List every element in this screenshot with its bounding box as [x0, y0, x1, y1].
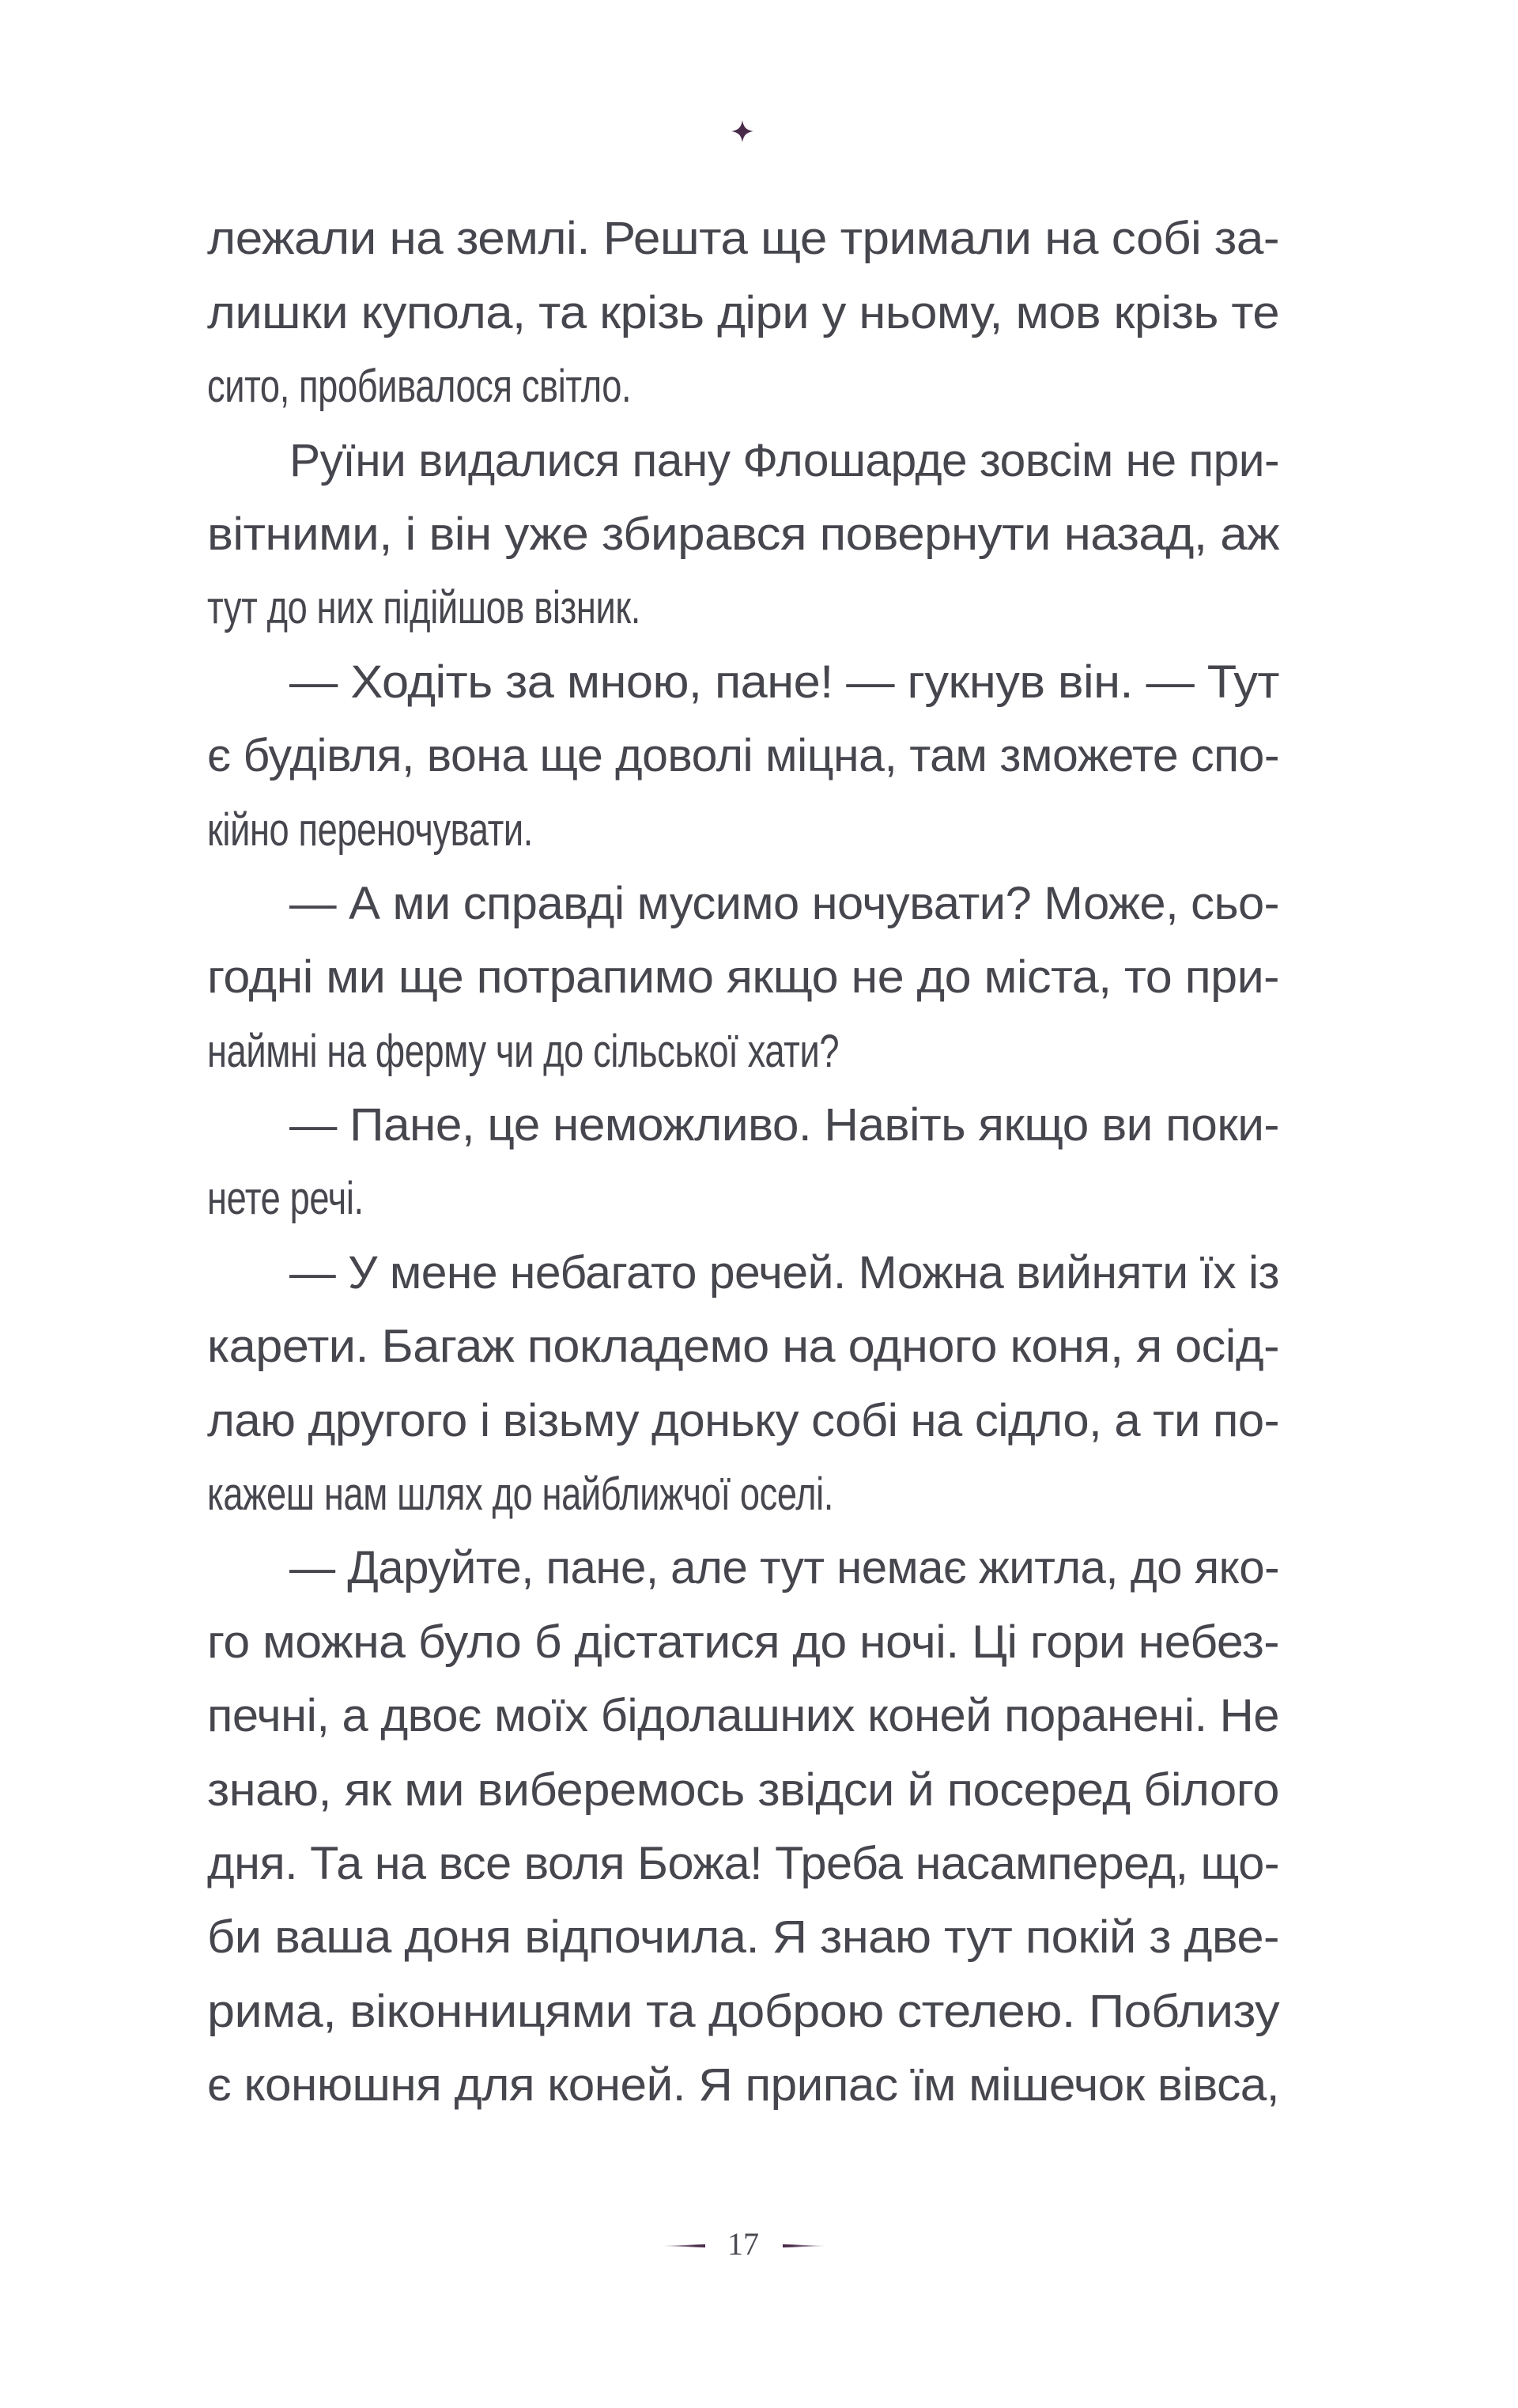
text-line: [207, 1469, 1279, 1543]
text-line: [207, 214, 1279, 287]
text-line-content: наймні на ферму чи до сільської хати?: [207, 1025, 840, 1077]
text-line-content: карети. Багаж покладемо на одного коня, я осід-: [207, 1321, 1279, 1373]
text-line: [207, 361, 1279, 435]
text-line: [207, 509, 1279, 583]
text-line: [207, 2060, 1279, 2134]
text-line-content: — Ходіть за мною, пане! — гукнув він. — Тут: [289, 656, 1279, 708]
four-point-star-icon: [731, 120, 753, 142]
text-line-content: вітними, і він уже збирався повернути назад, аж: [207, 508, 1279, 560]
page-number: 17: [727, 2226, 759, 2262]
text-line: [207, 287, 1279, 361]
text-line-content: — Даруйте, пане, але тут немає житла, до яко-: [289, 1542, 1279, 1594]
text-line-content: лишки купола, та крізь діри у ньому, мов крізь те: [207, 286, 1279, 338]
text-line-content: — А ми справді мусимо ночувати? Може, сьо-: [289, 877, 1280, 929]
right-dash-ornament: [783, 2244, 829, 2247]
text-line: [207, 1616, 1279, 1690]
text-line: [207, 1691, 1279, 1764]
text-line: [207, 731, 1279, 804]
text-line: [207, 1247, 1279, 1321]
text-line-content: є будівля, вона ще доволі міцна, там зможете спо-: [207, 730, 1279, 782]
text-line: [207, 1100, 1279, 1174]
text-line-content: є конюшня для коней. Я припас їм мішечок вівса,: [207, 2059, 1279, 2111]
text-line-content: рима, віконницями та доброю стелею. Поблизу: [207, 1985, 1280, 2037]
text-line: [207, 1912, 1279, 1986]
text-line-content: Руїни видалися пану Флошарде зовсім не при-: [289, 434, 1279, 486]
text-line-content: лаю другого і візьму доньку собі на сідло, а ти по-: [207, 1394, 1280, 1446]
text-line-content: годні ми ще потрапимо якщо не до міста, то при-: [207, 951, 1279, 1004]
text-line-content: сито, пробивалося світло.: [207, 361, 632, 413]
text-line-content: би ваша доня відпочила. Я знаю тут покій з две-: [207, 1911, 1279, 1964]
text-line-content: — У мене небагато речей. Можна вийняти їх із: [289, 1246, 1279, 1299]
text-line-content: знаю, як ми виберемось звідси й посеред білого: [207, 1763, 1279, 1816]
text-line: [207, 952, 1279, 1026]
text-line: [207, 1986, 1279, 2059]
text-line-content: кійно переночувати.: [207, 803, 533, 856]
text-line-content: дня. Та на все воля Божа! Треба насамперед, що-: [207, 1837, 1279, 1889]
text-line-content: — Пане, це неможливо. Навіть якщо ви поки-: [289, 1099, 1279, 1151]
text-line-content: печні, а двоє моїх бідолашних коней поранені. Не: [207, 1690, 1279, 1742]
text-line: [207, 1174, 1279, 1247]
page-footer: [0, 2222, 1518, 2270]
text-line: [207, 804, 1279, 878]
text-line: [207, 1026, 1279, 1099]
text-line: [207, 1395, 1279, 1469]
text-line-content: нете речі.: [207, 1173, 364, 1225]
text-line: [207, 656, 1279, 730]
left-dash-ornament: [659, 2244, 705, 2247]
text-line: [207, 1764, 1279, 1838]
text-line: [207, 435, 1279, 508]
text-line-content: го можна було б дістатися до ночі. Ці гори небез-: [207, 1616, 1279, 1668]
text-line-content: тут до них підійшов візник.: [207, 582, 640, 634]
text-line: [207, 1543, 1279, 1616]
text-line-content: лежали на землі. Решта ще тримали на собі за-: [207, 213, 1279, 265]
text-line: [207, 1321, 1279, 1395]
text-line: [207, 583, 1279, 656]
text-line: [207, 879, 1279, 952]
text-line-content: кажеш нам шлях до найближчої оселі.: [207, 1469, 833, 1521]
text-line: [207, 1839, 1279, 1912]
body-text: [207, 214, 1279, 2134]
